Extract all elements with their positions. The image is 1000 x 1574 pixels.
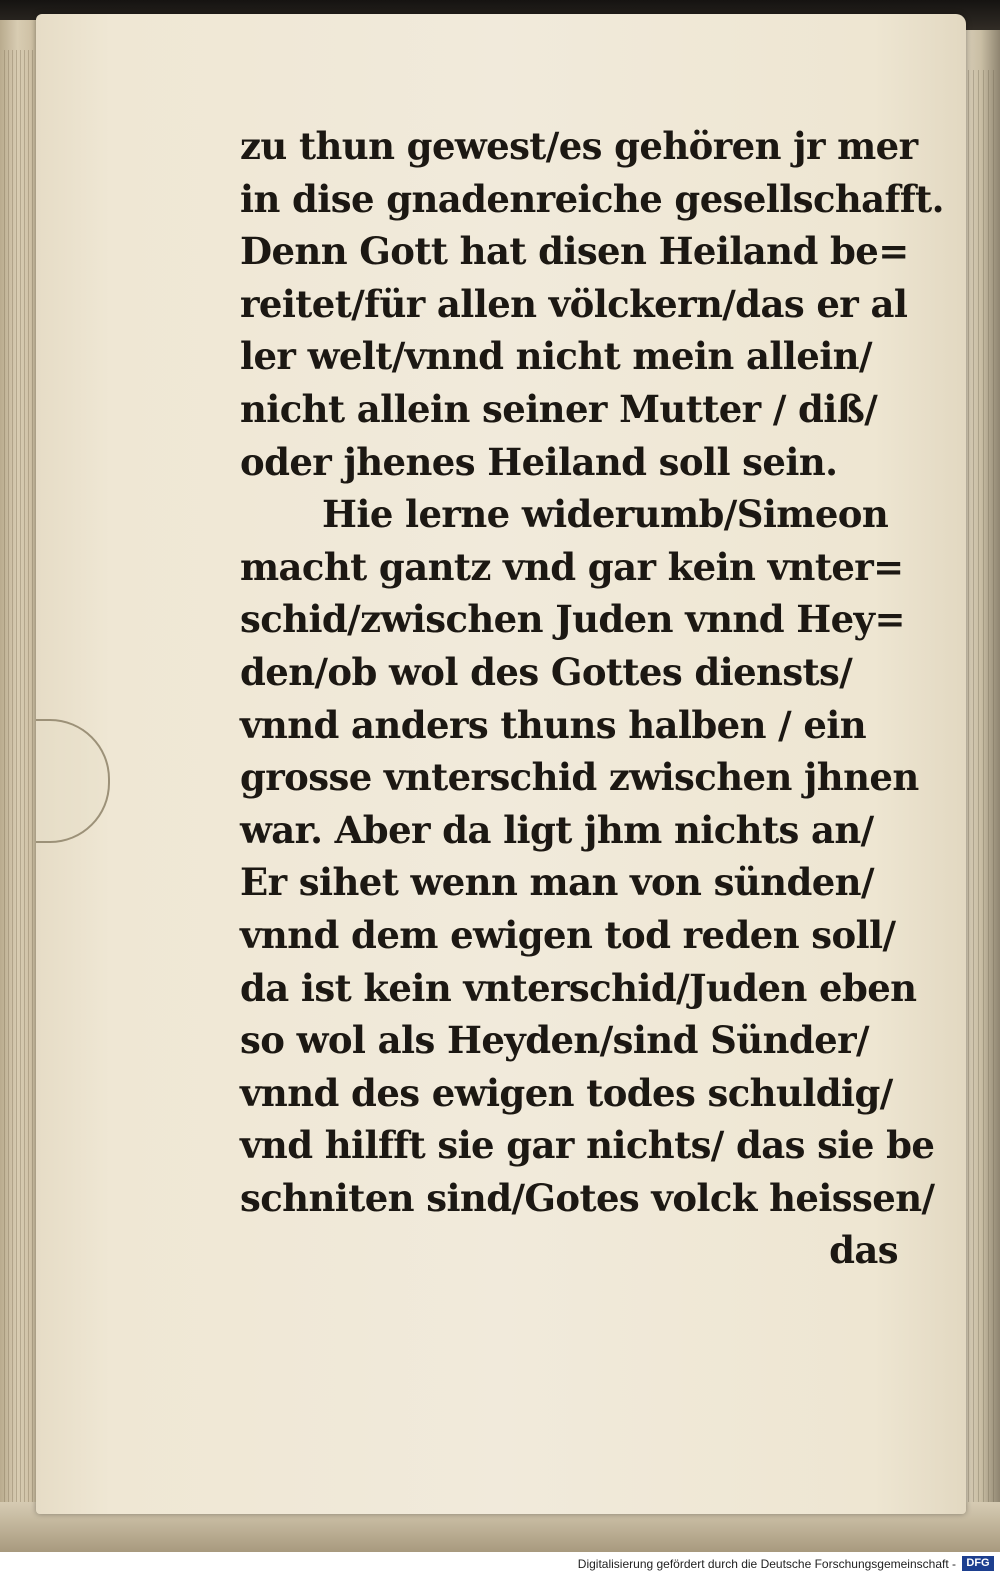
text-line: schniten sind/Gotes volck heissen/ xyxy=(240,1175,935,1220)
dfg-logo: DFG xyxy=(962,1556,994,1571)
funding-credit: Digitalisierung gefördert durch die Deutsche Forschungsgemeinschaft - xyxy=(577,1557,956,1571)
text-line: reitet/für allen völckern/das er al xyxy=(240,281,908,326)
page-tab-marker xyxy=(36,719,110,843)
fore-edge-page-lines xyxy=(968,70,994,1550)
text-line: so wol als Heyden/sind Sünder/ xyxy=(240,1018,869,1063)
text-line: ler welt/vnnd nicht mein allein/ xyxy=(240,334,872,379)
paragraph-start-line: Hie lerne widerumb/Simeon xyxy=(322,492,889,537)
spine-page-edges xyxy=(4,50,34,1530)
book-fore-edge xyxy=(962,30,1000,1530)
text-line: nicht allein seiner Mutter / diß/ xyxy=(240,386,878,431)
text-line: Denn Gott hat disen Heiland be= xyxy=(240,229,909,274)
text-line: den/ob wol des Gottes diensts/ xyxy=(240,649,853,694)
text-line: vnnd anders thuns halben / ein xyxy=(240,702,867,747)
text-line: zu thun gewest/es gehören jr mer xyxy=(240,124,918,168)
text-line: da ist kein vnterschid/Juden eben xyxy=(240,965,917,1010)
text-line: war. Aber da ligt jhm nichts an/ xyxy=(240,807,874,852)
text-line: macht gantz vnd gar kein vnter= xyxy=(240,544,904,589)
catchword: das xyxy=(829,1228,898,1273)
text-line: vnnd dem ewigen tod reden soll/ xyxy=(240,912,896,957)
body-text xyxy=(240,120,944,1277)
text-line: in dise gnadenreiche gesellschafft. xyxy=(240,176,944,221)
text-line: schid/zwischen Juden vnnd Hey= xyxy=(240,597,905,642)
text-line: Er sihet wenn man von sünden/ xyxy=(240,860,874,905)
text-line: vnd hilfft sie gar nichts/ das sie be xyxy=(240,1123,935,1168)
text-line: vnnd des ewigen todes schuldig/ xyxy=(240,1070,893,1115)
digitization-footer xyxy=(0,1552,1000,1574)
text-line: grosse vnterschid zwischen jhnen xyxy=(240,755,919,800)
text-line: oder jhenes Heiland soll sein. xyxy=(240,439,838,484)
